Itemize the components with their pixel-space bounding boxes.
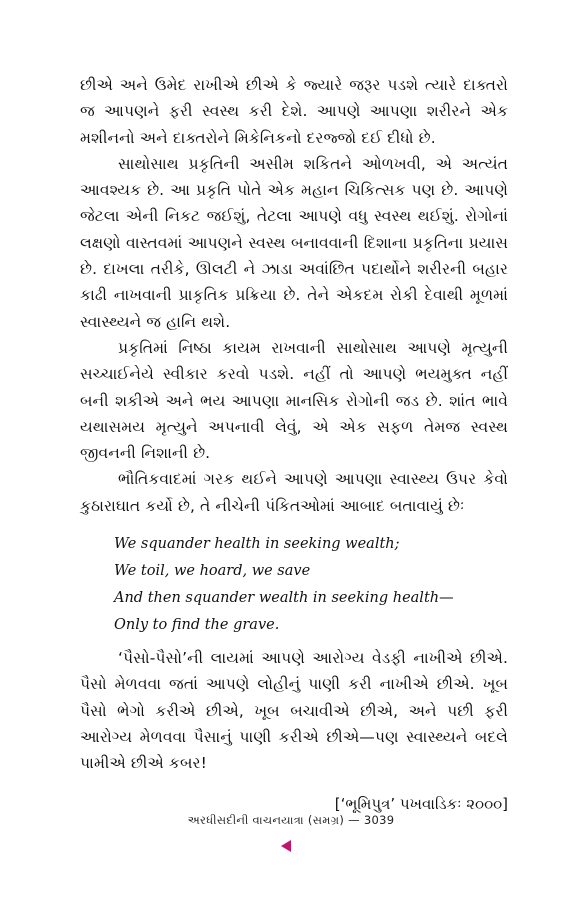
paragraph-2: સાથોસાથ પ્રકૃતિની અસીમ શકિતને ઓળખવી, એ અત્યંત આવશ્યક છે. આ પ્રકૃતિ પોતે એક મહાન ચિકિત્સક પણ છે. આપણે જેટલા એની નિકટ જઈશું, તેટલા આપણે વધુ સ્વસ્થ થઈશું. રોગોનાં લક્ષણો વાસ્તવમાં આપણને સ્વસ્થ બનાવવાની દિશાના પ્રકૃતિના પ્રયાસ છે. દાખલા તરીકે, ઊલટી ને ઝાડા અવાંછિત પદાર્થોને શરીરની બહાર કાઢી નાખવાની પ્રાકૃતિક પ્રક્રિયા છે. તેને એકદમ રોકી દેવાથી મૂળમાં સ્વાસ્થ્યને જ હાનિ થશે. (80, 154, 508, 331)
verse-line-1: We squander health in seeking wealth; (114, 536, 400, 553)
verse-line-2: We toil, we hoard, we save (114, 563, 311, 580)
closing-paragraph: ‘પૈસો-પૈસો’ની લાયમાં આપણે આરોગ્ય વેડફી નાખીએ છીએ. પૈસો મેળવવા જતાં આપણે લોહીનું પાણી કરી નાખીએ છીએ. ખૂબ પૈસો ભેગો કરીએ છીએ, ખૂબ બચાવીએ છીએ, અને પછી ફરી આરોગ્ય મેળવવા પૈસાનું પાણી કરીએ છીએ—પણ સ્વાસ્થ્યને બદલે પામીએ છીએ કબર! (80, 649, 508, 773)
page-footer: અરધીસદીની વાચનયાત્રા (સમગ્ર) — 3039 (187, 813, 395, 827)
source-citation: [‘ભૂમિપુત્ર’ પખવાડિકઃ ૨૦૦૦] (334, 794, 508, 813)
english-verse (114, 531, 508, 639)
verse-line-3: And then squander wealth in seeking health— (114, 590, 454, 607)
paragraph-3: પ્રકૃતિમાં નિષ્ઠા કાયમ રાખવાની સાથોસાથ આપણે મૃત્યુની સચ્ચાઈનેયે સ્વીકાર કરવો પડશે. નહીં તો આપણે ભયમુક્ત નહીં બની શકીએ અને ભય આપણા માનસિક રોગોની જડ છે. શાંત ભાવે યથાસમય મૃત્યુને અપનાવી લેવું, એ એક સફળ તેમજ સ્વસ્થ જીવનની નિશાની છે. (80, 338, 508, 463)
paragraph-1: છીએ અને ઉમેદ રાખીએ છીએ કે જ્યારે જરૂર પડશે ત્યારે દાક્તરો જ આપણને ફરી સ્વસ્થ કરી દેશે. આપણે આપણા શરીરને એક મશીનનો અને દાક્તરોને મિકેનિકનો દરજ્જો દઈ દીધો છે. (80, 76, 508, 147)
previous-page-arrow-icon[interactable] (281, 840, 291, 852)
paragraph-4: ભૌતિકવાદમાં ગરક થઈને આપણે આપણા સ્વાસ્થ્ય ઉપર કેવો કુઠારાઘાત કર્યો છે, તે નીચેની પંકિતઓમાં આબાદ બતાવાયું છેઃ (80, 470, 508, 515)
page-body (80, 72, 508, 817)
verse-line-4: Only to find the grave. (114, 617, 280, 634)
